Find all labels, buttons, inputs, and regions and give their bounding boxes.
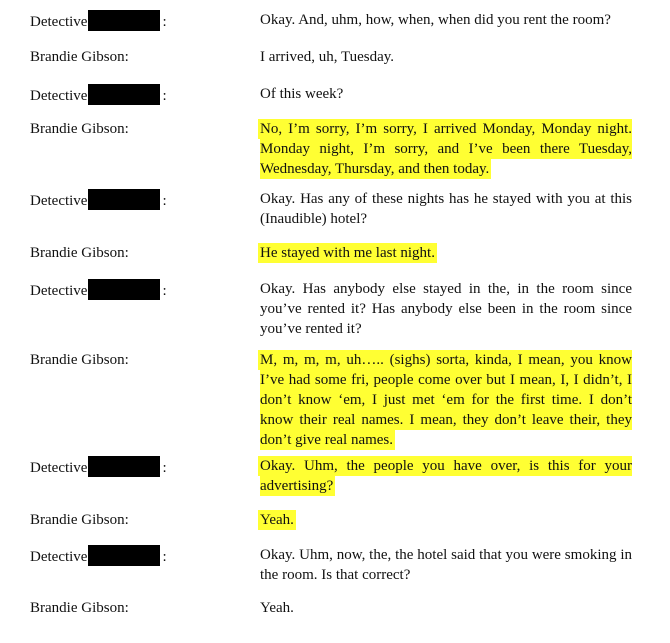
speech-text	[260, 243, 632, 263]
highlighted-text: Yeah.	[260, 512, 294, 528]
highlighted-text: No, I’m sorry, I’m sorry, I arrived Monday, Monday night. Monday night, I’m sorry, and I’ve been there Tuesday, Wednesday, Thursday, and then today.	[260, 121, 632, 177]
speech-text	[260, 350, 632, 450]
speaker-label	[30, 598, 129, 618]
speaker-name: Brandie Gibson:	[30, 245, 129, 261]
speaker-name: Detective	[30, 14, 88, 30]
speaker-name: Detective	[30, 549, 88, 565]
speech-text	[260, 510, 632, 530]
speaker-name: Detective	[30, 460, 88, 476]
speech-text: I arrived, uh, Tuesday.	[260, 49, 395, 65]
speaker-name: Brandie Gibson:	[30, 121, 129, 137]
speech-text: Okay. Has any of these nights has he stayed with you at this (Inaudible) hotel?	[260, 191, 632, 227]
highlighted-text: He stayed with me last night.	[260, 245, 435, 261]
redaction-box	[88, 84, 160, 105]
speaker-name: Detective	[30, 88, 88, 104]
speaker-label	[30, 243, 129, 263]
redaction-box	[88, 456, 160, 477]
speaker-label	[30, 84, 167, 106]
speech-text: Okay. Uhm, now, the, the hotel said that you were smoking in the room. Is that correct?	[260, 547, 632, 583]
speaker-label	[30, 119, 129, 139]
speaker-colon: :	[162, 549, 167, 565]
speaker-colon: :	[162, 88, 167, 104]
speech-text	[260, 456, 632, 496]
speaker-name: Detective	[30, 193, 88, 209]
highlighted-text: M, m, m, m, uh….. (sighs) sorta, kinda, I mean, you know I’ve had some fri, people come over but I mean, I, I didn’t, I don’t know ‘em, I just met ‘em for the first time. I don’t know their real names. I mean, they don’t leave their, they don’t give real names.	[260, 352, 632, 448]
speaker-colon: :	[162, 460, 167, 476]
speaker-label	[30, 350, 129, 370]
redaction-box	[88, 279, 160, 300]
speaker-label	[30, 279, 167, 301]
redaction-box	[88, 10, 160, 31]
speaker-colon: :	[162, 14, 167, 30]
speech-text: Of this week?	[260, 86, 344, 102]
speaker-label	[30, 510, 129, 530]
speaker-name: Brandie Gibson:	[30, 352, 129, 368]
speaker-label	[30, 47, 129, 67]
speaker-label	[30, 189, 167, 211]
speaker-colon: :	[162, 193, 167, 209]
speaker-name: Detective	[30, 283, 88, 299]
speaker-name: Brandie Gibson:	[30, 512, 129, 528]
speech-text: Okay. Has anybody else stayed in the, in the room since you’ve rented it? Has anybody else been in the room since you’ve rented it?	[260, 281, 632, 337]
highlighted-text: Okay. Uhm, the people you have over, is this for your advertising?	[260, 458, 632, 494]
speaker-name: Brandie Gibson:	[30, 49, 129, 65]
speaker-label	[30, 456, 167, 478]
speaker-colon: :	[162, 283, 167, 299]
redaction-box	[88, 545, 160, 566]
redaction-box	[88, 189, 160, 210]
speech-text: Yeah.	[260, 600, 294, 616]
speaker-label	[30, 10, 167, 32]
speaker-label	[30, 545, 167, 567]
speech-text: Okay. And, uhm, how, when, when did you rent the room?	[260, 12, 611, 28]
speech-text	[260, 119, 632, 179]
speaker-name: Brandie Gibson:	[30, 600, 129, 616]
